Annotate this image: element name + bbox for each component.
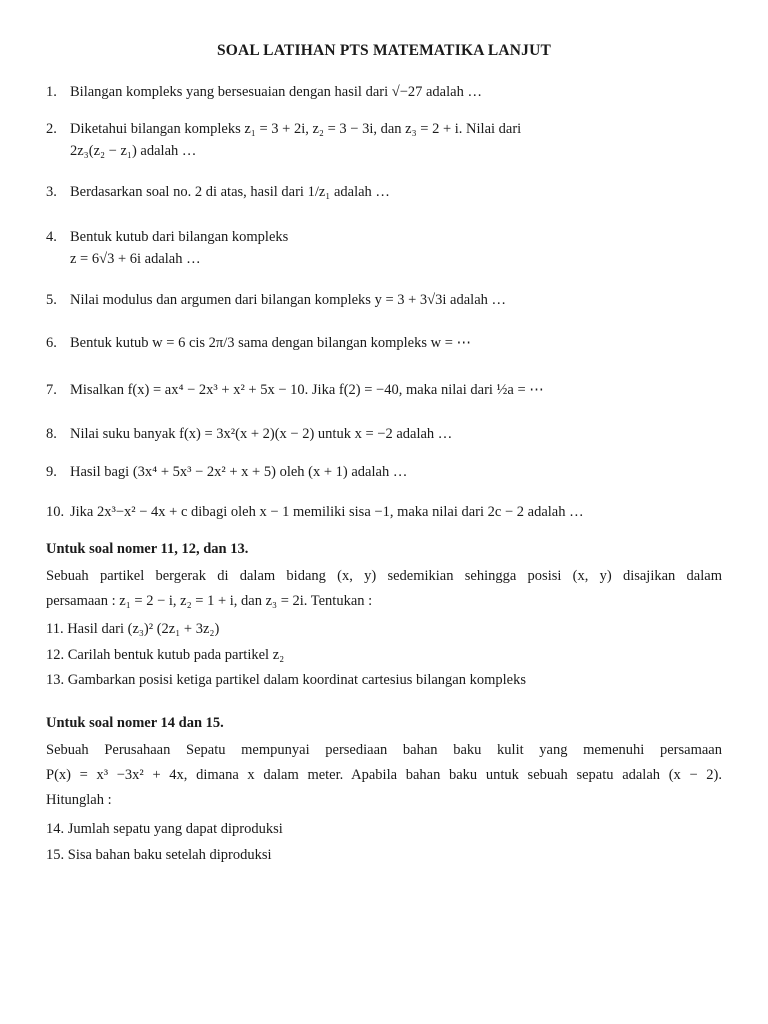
page-title: SOAL LATIHAN PTS MATEMATIKA LANJUT [216,42,552,59]
question-continuation: z = 6√3 + 6i adalah … [70,251,201,267]
question-number: 5. [46,292,57,308]
question-text: Bentuk kutub w = 6 cis 2π/3 sama dengan bilangan kompleks w = ⋯ [70,335,472,351]
question-text: Bilangan kompleks yang bersesuaian dengan hasil dari √−27 adalah … [70,84,482,100]
question-3 [46,181,726,203]
paragraph-line: Hitunglah : [46,792,112,808]
paragraph-line: Sebuah partikel bergerak di dalam bidang (x, y) sedemikian sehingga posisi (x, y) disajikan dalam [46,568,722,584]
question-text: Hasil bagi (3x⁴ + 5x³ − 2x² + x + 5) oleh (x + 1) adalah … [70,464,408,480]
question-5 [46,289,726,311]
question-6 [46,332,726,354]
paragraph-line: Sebuah Perusahaan Sepatu mempunyai persediaan bahan baku kulit yang memenuhi persamaan [46,742,722,758]
question-15: 15. Sisa bahan baku setelah diproduksi [46,847,272,863]
question-9 [46,461,726,483]
question-text: Nilai modulus dan argumen dari bilangan kompleks y = 3 + 3√3i adalah … [70,292,507,308]
question-text: Nilai suku banyak f(x) = 3x²(x + 2)(x − 2) untuk x = −2 adalah … [70,426,453,442]
question-number: 6. [46,335,57,351]
question-number: 2. [46,121,57,137]
paragraph-line: P(x) = x³ −3x² + 4x, dimana x dalam meter. Apabila bahan baku untuk sebuah sepatu adalah (x − 2). [46,767,722,783]
question-8 [46,423,726,445]
section-paragraph-14-15 [46,738,722,813]
question-13: 13. Gambarkan posisi ketiga partikel dalam koordinat cartesius bilangan kompleks [46,672,526,688]
question-number: 1. [46,84,57,100]
question-14: 14. Jumlah sepatu yang dapat diproduksi [46,821,283,837]
question-number: 7. [46,382,57,398]
question-11: 11. Hasil dari (z₃)² (2z₁ + 3z₂) [46,621,220,637]
question-text: Bentuk kutub dari bilangan kompleks [70,229,289,245]
question-number: 9. [46,464,57,480]
question-4 [46,226,726,270]
section-heading-11-13: Untuk soal nomer 11, 12, dan 13. [46,541,249,557]
question-10 [46,501,726,523]
section-paragraph-11-13 [46,564,722,614]
question-number: 3. [46,184,57,200]
question-number: 8. [46,426,57,442]
question-text: Berdasarkan soal no. 2 di atas, hasil dari 1/z₁ adalah … [70,184,390,200]
question-continuation: 2z₃(z₂ − z₁) adalah … [70,143,197,159]
question-2 [46,118,726,162]
question-number: 10. [46,504,65,520]
section-heading-14-15: Untuk soal nomer 14 dan 15. [46,715,224,731]
question-text: Jika 2x³−x² − 4x + c dibagi oleh x − 1 memiliki sisa −1, maka nilai dari 2c − 2 adalah … [70,504,584,520]
paragraph-line: persamaan : z₁ = 2 − i, z₂ = 1 + i, dan z₃ = 2i. Tentukan : [46,593,373,609]
question-text: Diketahui bilangan kompleks z₁ = 3 + 2i, z₂ = 3 − 3i, dan z₃ = 2 + i. Nilai dari [70,121,522,137]
question-12: 12. Carilah bentuk kutub pada partikel z₂ [46,647,285,663]
question-text: Misalkan f(x) = ax⁴ − 2x³ + x² + 5x − 10. Jika f(2) = −40, maka nilai dari ½a = ⋯ [70,382,544,398]
question-7 [46,379,726,401]
question-number: 4. [46,229,57,245]
question-1 [46,81,726,103]
